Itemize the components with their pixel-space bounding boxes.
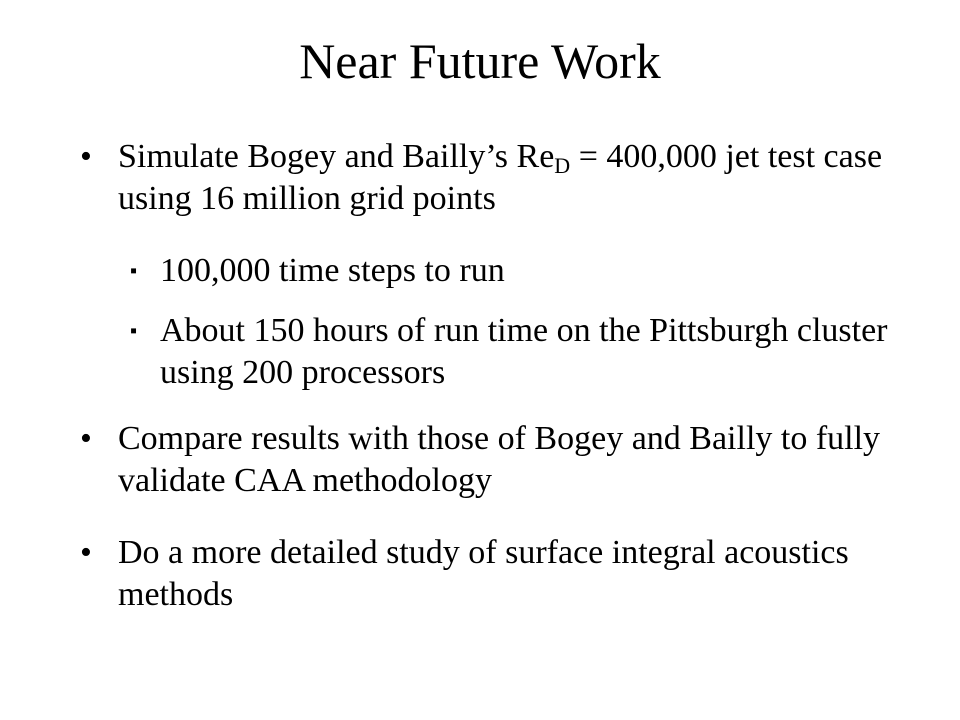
bullet-icon: • [80,534,92,571]
bullet-text [118,138,882,217]
bullet-text-part: = 400,000 jet test case using 16 million grid points [118,138,883,217]
square-bullet-icon: ▪ [130,320,138,342]
sub-bullet-text: About 150 hours of run time on the Pittsburgh cluster using 200 processors [160,312,888,391]
bullet-icon: • [80,420,92,457]
bullet-item-compare [80,418,918,502]
sub-bullet-item-time-steps [130,250,920,292]
bullet-item-simulate [80,136,918,220]
bullet-text: Do a more detailed study of surface integral acoustics methods [118,534,849,613]
slide-title: Near Future Work [299,33,661,89]
sub-bullet-text: 100,000 time steps to run [160,252,505,289]
bullet-icon: • [80,138,92,175]
bullet-text-part: Simulate Bogey and Bailly’s Re [118,138,555,175]
square-bullet-icon: ▪ [130,260,138,282]
subscript-text: D [554,153,571,178]
sub-bullet-item-run-time [130,310,920,394]
bullet-text: Compare results with those of Bogey and Bailly to fully validate CAA methodology [118,420,881,499]
bullet-item-study [80,532,918,616]
